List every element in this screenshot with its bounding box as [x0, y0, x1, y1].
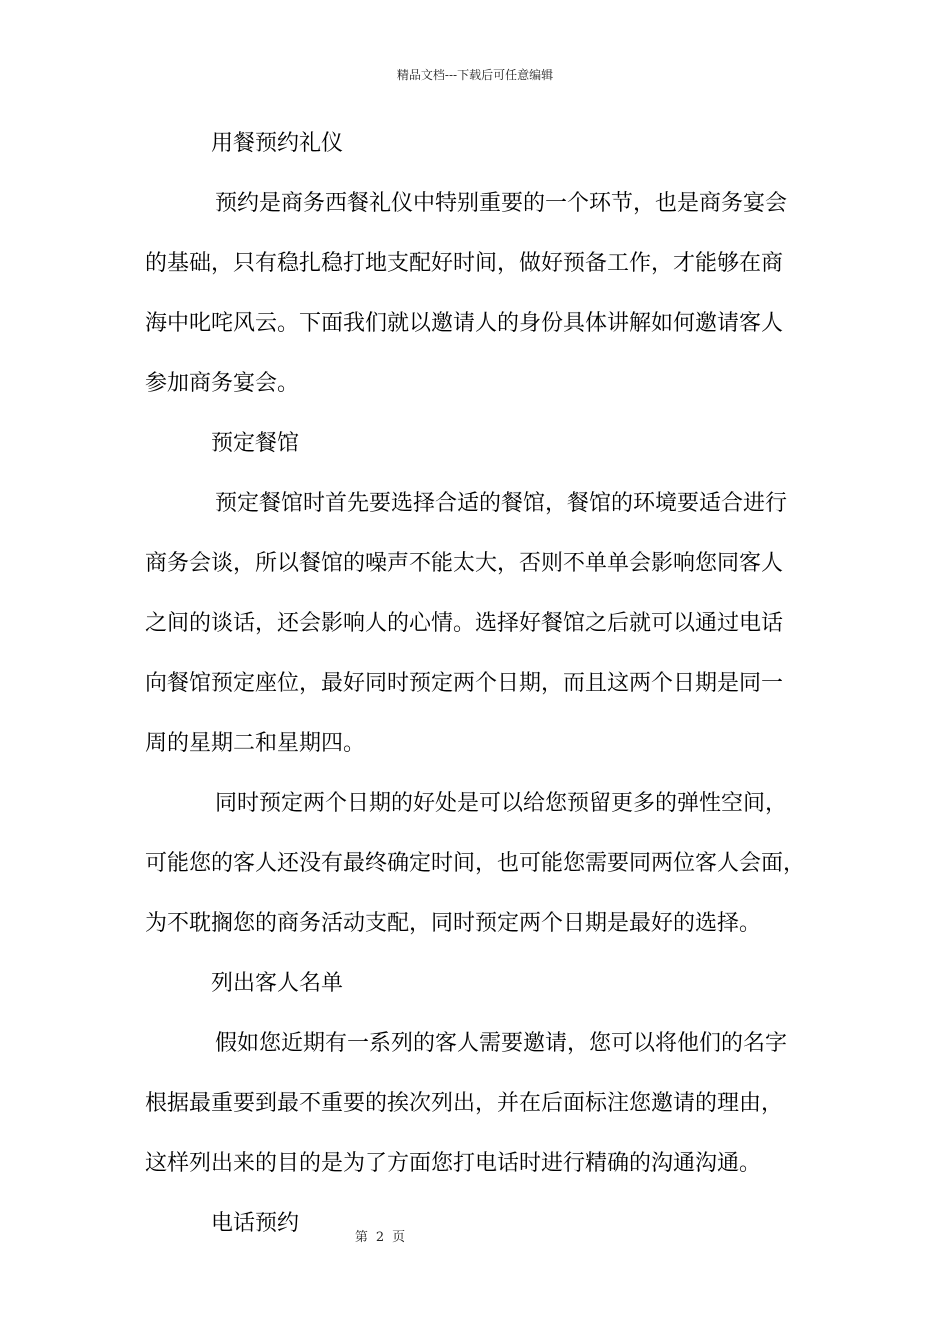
document-body: [145, 131, 825, 1271]
section-heading: 电话预约: [211, 1211, 300, 1236]
paragraph-line: 根据最重要到最不重要的挨次列出，并在后面标注您邀请的理由，: [145, 1091, 784, 1116]
paragraph-line: 可能您的客人还没有最终确定时间，也可能您需要同两位客人会面，: [145, 851, 806, 876]
paragraph-line: 假如您近期有一系列的客人需要邀请，您可以将他们的名字: [215, 1031, 788, 1056]
paragraph-line: 周的星期二和星期四。: [145, 731, 366, 756]
paragraph-line: 参加商务宴会。: [145, 371, 300, 396]
paragraph-line: 预定餐馆时首先要选择合适的餐馆，餐馆的环境要适合进行: [215, 491, 788, 516]
paragraph-line: 向餐馆预定座位，最好同时预定两个日期，而且这两个日期是同一: [145, 671, 784, 696]
paragraph-line: 这样列出来的目的是为了方面您打电话时进行精确的沟通沟通。: [145, 1151, 762, 1176]
page-number: 2: [375, 1230, 385, 1245]
page-header: 精品文档---下载后可任意编辑: [396, 68, 554, 82]
paragraph-line: 之间的谈话，还会影响人的心情。选择好餐馆之后就可以通过电话: [145, 611, 784, 636]
section-heading: 列出客人名单: [211, 971, 344, 996]
paragraph-line: 海中叱咤风云。下面我们就以邀请人的身份具体讲解如何邀请客人: [145, 311, 784, 336]
paragraph-line: 同时预定两个日期的好处是可以给您预留更多的弹性空间，: [215, 791, 788, 816]
section-heading: 用餐预约礼仪: [211, 131, 344, 156]
paragraph-line: 商务会谈，所以餐馆的噪声不能太大，否则不单单会影响您同客人: [145, 551, 784, 576]
paragraph-line: 为不耽搁您的商务活动支配，同时预定两个日期是最好的选择。: [145, 911, 762, 936]
page-footer: [0, 1229, 760, 1247]
page-number-prefix: 第: [354, 1230, 368, 1245]
section-heading: 预定餐馆: [211, 431, 300, 456]
page-number-suffix: 页: [392, 1230, 406, 1245]
paragraph-line: 预约是商务西餐礼仪中特别重要的一个环节，也是商务宴会: [215, 191, 788, 216]
paragraph-line: 的基础，只有稳扎稳打地支配好时间，做好预备工作，才能够在商: [145, 251, 784, 276]
